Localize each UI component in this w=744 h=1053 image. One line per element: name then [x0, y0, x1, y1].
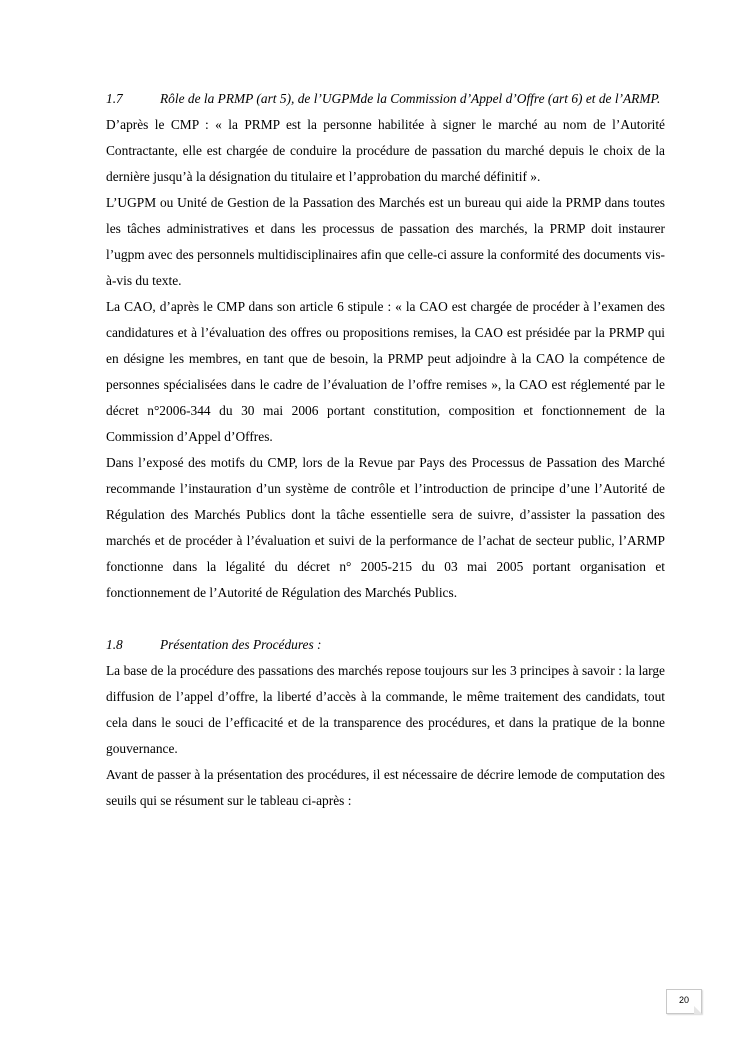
paragraph-principles: La base de la procédure des passations des marchés repose toujours sur les 3 principes à savoir : la large diffusion de l’appel d’offre, la liberté d’accès à la commande, le même traitement des candidats, tout cela dans le souci de l’efficacité et de la transparence des procédures, et dans la pratique de la bonne gouvernance.: [106, 663, 665, 756]
paragraph-spacer: [106, 606, 665, 632]
section-number: 1.8: [106, 637, 123, 652]
paragraph-prmp: D’après le CMP : « la PRMP est la personne habilitée à signer le marché au nom de l’Autorité Contractante, elle est chargée de conduire la procédure de passation du marché depuis le choix de la dernière jusqu’à la désignation du titulaire et l’approbation du marché définitif ».: [106, 117, 665, 184]
page-content: [106, 86, 665, 814]
section-heading-1-8: [106, 632, 665, 658]
section-number: 1.7: [106, 91, 123, 106]
page-number: 20: [678, 995, 689, 1005]
page-corner-fold: [694, 1006, 702, 1014]
section-heading-1-7: [106, 86, 665, 112]
paragraph-cao: La CAO, d’après le CMP dans son article 6 stipule : « la CAO est chargée de procéder à l’examen des candidatures et à l’évaluation des offres ou propositions remises, la CAO est présidée par la PRMP qui en désigne les membres, en tant que de besoin, la PRMP peut adjoindre à la CAO la compétence de personnes spécialisées dans le cadre de l’évaluation de l’offre remises », la CAO est réglementé par le décret n°2006-344 du 30 mai 2006 portant constitution, composition et fonctionnement de la Commission d’Appel d’Offres.: [106, 299, 665, 444]
paragraph-thresholds-intro: Avant de passer à la présentation des procédures, il est nécessaire de décrire lemode de computation des seuils qui se résument sur le tableau ci-après :: [106, 767, 665, 808]
page-number-box: [666, 989, 702, 1014]
section-title: Rôle de la PRMP (art 5), de l’UGPMde la Commission d’Appel d’Offre (art 6) et de l’ARMP.: [160, 91, 661, 106]
section-title: Présentation des Procédures :: [160, 637, 322, 652]
paragraph-ugpm: L’UGPM ou Unité de Gestion de la Passation des Marchés est un bureau qui aide la PRMP dans toutes les tâches administratives et dans les processus de passation des marchés, la PRMP doit instaurer l’ugpm avec des personnels multidisciplinaires afin que celle-ci assure la conformité des documents vis-à-vis du texte.: [106, 195, 665, 288]
paragraph-armp: Dans l’exposé des motifs du CMP, lors de la Revue par Pays des Processus de Passation des Marché recommande l’instauration d’un système de contrôle et l’introduction de principe d’une l’Autorité de Régulation des Marchés Publics dont la tâche essentielle sera de suivre, d’assister la passation des marchés et de procéder à l’évaluation et suivi de la performance de l’achat de secteur public, l’ARMP fonctionne dans la légalité du décret n° 2005-215 du 03 mai 2005 portant organisation et fonctionnement de l’Autorité de Régulation des Marchés Publics.: [106, 455, 665, 600]
